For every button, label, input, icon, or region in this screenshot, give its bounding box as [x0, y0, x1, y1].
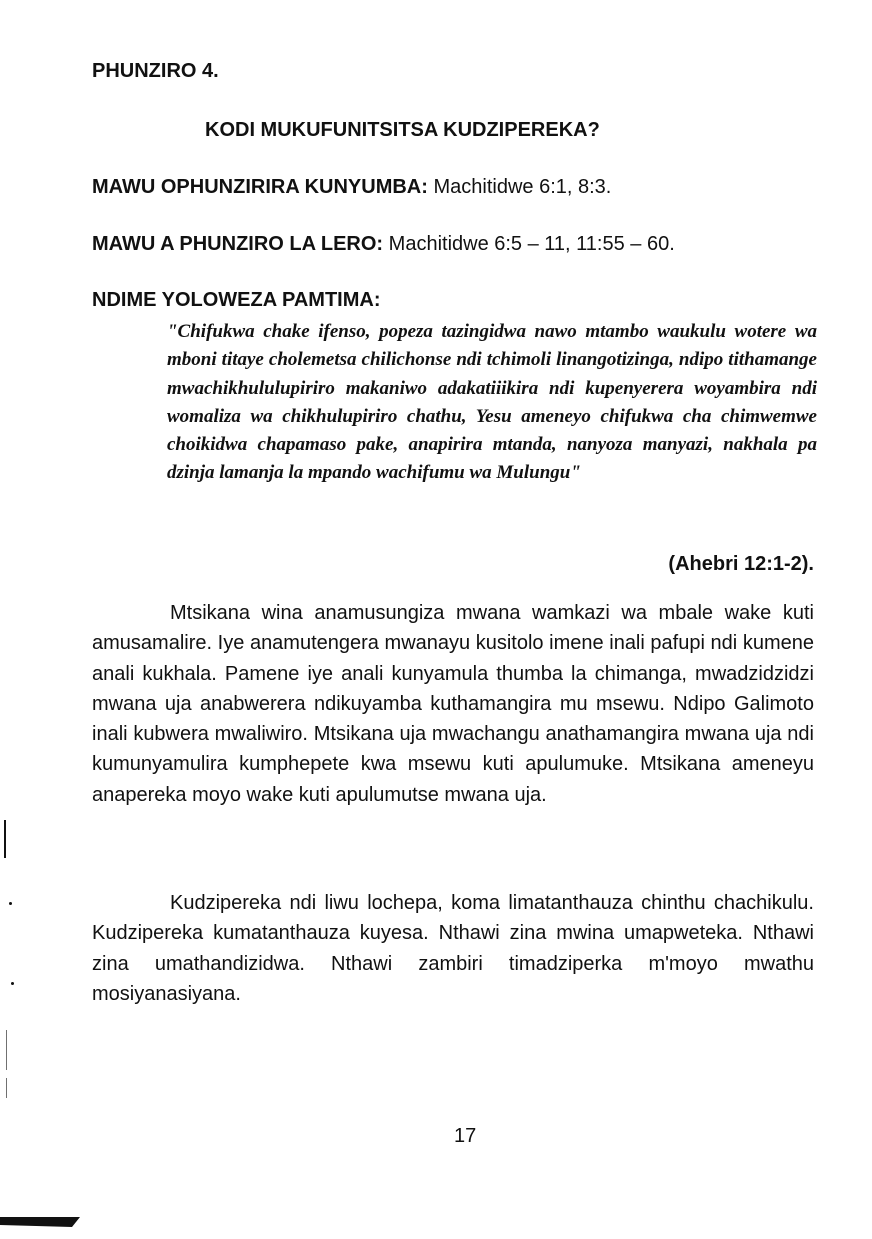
- home-reading-label: MAWU OPHUNZIRIRA KUNYUMBA:: [92, 176, 428, 198]
- scan-mark: [11, 982, 14, 985]
- today-reading-reference: Machitidwe 6:5 – 11, 11:55 – 60.: [388, 233, 675, 255]
- body-paragraph: [92, 598, 814, 810]
- memory-verse-text: "Chifukwa chake ifenso, popeza tazingidwa nawo mtambo waukulu wotere wa mboni titaye cholemetsa chilichonse ndi tchimoli linangotizinga, ndipo tithamange mwachikhululupiriro makaniwo adakatiiikira ndi kupenyerera woyambira ndi womaliza wa chikhulupiriro chathu, Yesu ameneyo chifukwa cha chimwemwe choikidwa chapamaso pake, anapirira mtanda, nanyoza manyazi, nakhala pa dzinja lamanja la mpando wachifumu wa Mulungu": [167, 321, 817, 484]
- today-reading-line: [92, 233, 675, 256]
- paragraph-text: Mtsikana wina anamusungiza mwana wamkazi wa mbale wake kuti amusamalire. Iye anamutengera mwanayu kusitolo imene inali pafupi ndi kumene anali kukhala. Pamene iye anali kunyamula thumba la chimanga, mwadzidzidzi mwana uja anabwerera ndikuyamba kuthamangira mu msewu. Ndipo Galimoto inali kubwera mwaliwiro. Mtsikana uja mwachangu anathamangira mwana uja ndi kumunyamulira kumphepete kwa msewu kuti apulumuke. Mtsikana ameneyu anapereka moyo wake kuti apulumutse mwana uja.: [92, 602, 814, 806]
- scan-mark: [9, 902, 12, 905]
- scan-mark: [4, 820, 6, 858]
- scan-mark: [6, 1030, 7, 1070]
- home-reading-reference: Machitidwe 6:1, 8:3.: [433, 176, 612, 198]
- verse-citation: (Ahebri 12:1-2).: [668, 553, 814, 575]
- scan-mark: [6, 1078, 7, 1098]
- page-number: 17: [454, 1125, 477, 1147]
- lesson-title: KODI MUKUFUNITSITSA KUDZIPEREKA?: [205, 119, 600, 141]
- memory-verse-heading: NDIME YOLOWEZA PAMTIMA:: [92, 289, 381, 311]
- today-reading-label: MAWU A PHUNZIRO LA LERO:: [92, 233, 384, 255]
- body-paragraph: [92, 888, 814, 1009]
- lesson-label: PHUNZIRO 4.: [92, 60, 219, 82]
- home-reading-line: [92, 176, 611, 199]
- paragraph-text: Kudzipereka ndi liwu lochepa, koma limatanthauza chinthu chachikulu. Kudzipereka kumatanthauza kuyesa. Nthawi zina mwina umapweteka. Nthawi zina umathandizidwa. Nthawi zambiri timadziperka m'moyo mwathu mosiyanasiyana.: [92, 892, 814, 1005]
- scan-edge-bar: [0, 1217, 80, 1227]
